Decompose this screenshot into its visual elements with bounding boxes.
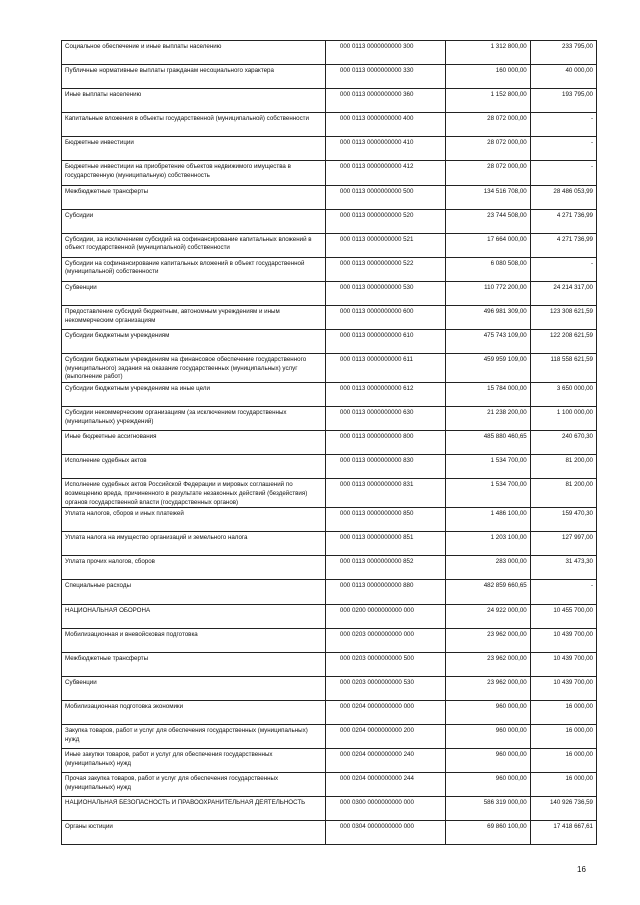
row-executed-cell: 10 439 700,00 (530, 628, 596, 652)
row-executed-cell: 118 558 621,59 (530, 354, 596, 383)
row-code-cell: 000 0204 0000000000 240 (325, 749, 445, 773)
table-row (62, 532, 597, 556)
row-executed-cell: 159 470,30 (530, 508, 596, 532)
table-row (62, 306, 597, 330)
row-code-cell: 000 0113 0000000000 600 (325, 306, 445, 330)
row-approved-cell: 134 516 708,00 (446, 185, 531, 209)
row-code-cell: 000 0113 0000000000 611 (325, 354, 445, 383)
table-row (62, 676, 597, 700)
row-executed-cell: 16 000,00 (530, 773, 596, 797)
table-row (62, 89, 597, 113)
row-approved-cell: 110 772 200,00 (446, 281, 531, 305)
row-name-cell: Исполнение судебных актов Российской Федерации и мировых соглашений по возмещению вреда, причиненного в результате незаконных действий (бездействия) органов государственной власти (государственных органов) (62, 479, 326, 508)
row-code-cell: 000 0113 0000000000 300 (325, 41, 445, 65)
row-name-cell: Бюджетные инвестиции (62, 137, 326, 161)
row-code-cell: 000 0204 0000000000 244 (325, 773, 445, 797)
table-row (62, 161, 597, 185)
row-approved-cell: 21 238 200,00 (446, 407, 531, 431)
row-executed-cell: - (530, 113, 596, 137)
row-approved-cell: 485 880 460,65 (446, 431, 531, 455)
row-name-cell: Органы юстиции (62, 821, 326, 845)
row-approved-cell: 586 319 000,00 (446, 797, 531, 821)
table-row (62, 257, 597, 281)
table-row (62, 580, 597, 604)
row-approved-cell: 960 000,00 (446, 749, 531, 773)
row-executed-cell: - (530, 161, 596, 185)
row-approved-cell: 1 203 100,00 (446, 532, 531, 556)
table-row (62, 137, 597, 161)
row-code-cell: 000 0113 0000000000 851 (325, 532, 445, 556)
row-code-cell: 000 0113 0000000000 610 (325, 330, 445, 354)
row-code-cell: 000 0203 0000000000 530 (325, 676, 445, 700)
row-code-cell: 000 0200 0000000000 000 (325, 604, 445, 628)
row-approved-cell: 1 486 100,00 (446, 508, 531, 532)
table-row (62, 407, 597, 431)
row-executed-cell: 16 000,00 (530, 749, 596, 773)
row-approved-cell: 960 000,00 (446, 725, 531, 749)
table-row (62, 556, 597, 580)
row-code-cell: 000 0113 0000000000 880 (325, 580, 445, 604)
row-code-cell: 000 0113 0000000000 850 (325, 508, 445, 532)
table-row (62, 41, 597, 65)
row-executed-cell: - (530, 137, 596, 161)
row-name-cell: Публичные нормативные выплаты гражданам несоциального характера (62, 65, 326, 89)
row-name-cell: НАЦИОНАЛЬНАЯ ОБОРОНА (62, 604, 326, 628)
table-row (62, 281, 597, 305)
row-executed-cell: 140 926 736,59 (530, 797, 596, 821)
row-code-cell: 000 0204 0000000000 200 (325, 725, 445, 749)
row-approved-cell: 6 080 508,00 (446, 257, 531, 281)
table-row (62, 383, 597, 407)
row-code-cell: 000 0113 0000000000 831 (325, 479, 445, 508)
row-code-cell: 000 0300 0000000000 000 (325, 797, 445, 821)
row-executed-cell: 127 997,00 (530, 532, 596, 556)
row-code-cell: 000 0113 0000000000 360 (325, 89, 445, 113)
row-name-cell: Субсидии бюджетным учреждениям (62, 330, 326, 354)
table-row (62, 354, 597, 383)
row-name-cell: Субвенции (62, 281, 326, 305)
row-name-cell: Межбюджетные трансферты (62, 185, 326, 209)
row-name-cell: Субсидии бюджетным учреждениям на иные цели (62, 383, 326, 407)
table-row (62, 797, 597, 821)
table-row (62, 821, 597, 845)
row-code-cell: 000 0203 0000000000 000 (325, 628, 445, 652)
row-approved-cell: 482 859 660,65 (446, 580, 531, 604)
row-executed-cell: 193 795,00 (530, 89, 596, 113)
row-executed-cell: 31 473,30 (530, 556, 596, 580)
row-approved-cell: 475 743 109,00 (446, 330, 531, 354)
row-approved-cell: 960 000,00 (446, 700, 531, 724)
row-approved-cell: 69 860 100,00 (446, 821, 531, 845)
row-name-cell: Бюджетные инвестиции на приобретение объектов недвижимого имущества в государственную (муниципальную) собственность (62, 161, 326, 185)
row-approved-cell: 496 981 309,00 (446, 306, 531, 330)
row-name-cell: Мобилизационная и вневойсковая подготовка (62, 628, 326, 652)
table-body (62, 41, 597, 845)
row-approved-cell: 28 072 000,00 (446, 161, 531, 185)
row-approved-cell: 24 922 000,00 (446, 604, 531, 628)
row-executed-cell: 10 439 700,00 (530, 652, 596, 676)
table-row (62, 65, 597, 89)
row-name-cell: Мобилизационная подготовка экономики (62, 700, 326, 724)
row-name-cell: Субсидии (62, 209, 326, 233)
table-row (62, 652, 597, 676)
row-name-cell: Иные выплаты населению (62, 89, 326, 113)
row-name-cell: Иные закупки товаров, работ и услуг для обеспечения государственных (муниципальных) нужд (62, 749, 326, 773)
budget-execution-table-sheet (61, 40, 597, 845)
row-approved-cell: 283 000,00 (446, 556, 531, 580)
row-approved-cell: 15 784 000,00 (446, 383, 531, 407)
row-executed-cell: 10 455 700,00 (530, 604, 596, 628)
table-row (62, 749, 597, 773)
table-row (62, 330, 597, 354)
table-row (62, 209, 597, 233)
row-name-cell: Субвенции (62, 676, 326, 700)
row-executed-cell: 233 795,00 (530, 41, 596, 65)
row-name-cell: Закупка товаров, работ и услуг для обеспечения государственных (муниципальных) нужд (62, 725, 326, 749)
row-approved-cell: 160 000,00 (446, 65, 531, 89)
row-name-cell: Уплата прочих налогов, сборов (62, 556, 326, 580)
table-row (62, 628, 597, 652)
row-executed-cell: 81 200,00 (530, 479, 596, 508)
row-approved-cell: 28 072 000,00 (446, 137, 531, 161)
row-executed-cell: 81 200,00 (530, 455, 596, 479)
budget-execution-table (61, 40, 597, 845)
row-approved-cell: 1 312 800,00 (446, 41, 531, 65)
table-row (62, 233, 597, 257)
row-code-cell: 000 0113 0000000000 410 (325, 137, 445, 161)
row-approved-cell: 23 962 000,00 (446, 676, 531, 700)
row-executed-cell: - (530, 580, 596, 604)
row-approved-cell: 28 072 000,00 (446, 113, 531, 137)
row-code-cell: 000 0113 0000000000 630 (325, 407, 445, 431)
row-name-cell: Межбюджетные трансферты (62, 652, 326, 676)
row-approved-cell: 23 962 000,00 (446, 652, 531, 676)
row-name-cell: Уплата налога на имущество организаций и земельного налога (62, 532, 326, 556)
row-code-cell: 000 0113 0000000000 412 (325, 161, 445, 185)
table-row (62, 725, 597, 749)
row-executed-cell: 16 000,00 (530, 725, 596, 749)
row-code-cell: 000 0113 0000000000 400 (325, 113, 445, 137)
table-row (62, 773, 597, 797)
row-name-cell: Специальные расходы (62, 580, 326, 604)
row-name-cell: Субсидии некоммерческим организациям (за исключением государственных (муниципальных) учреждений) (62, 407, 326, 431)
table-row (62, 185, 597, 209)
row-name-cell: Субсидии на софинансирование капитальных вложений в объект государственной (муниципальной) собственности (62, 257, 326, 281)
row-name-cell: Предоставление субсидий бюджетным, автономным учреждениям и иным некоммерческим организациям (62, 306, 326, 330)
row-executed-cell: 123 308 621,59 (530, 306, 596, 330)
row-name-cell: Исполнение судебных актов (62, 455, 326, 479)
row-approved-cell: 17 664 000,00 (446, 233, 531, 257)
row-name-cell: Иные бюджетные ассигнования (62, 431, 326, 455)
table-row (62, 113, 597, 137)
row-code-cell: 000 0113 0000000000 800 (325, 431, 445, 455)
row-code-cell: 000 0113 0000000000 530 (325, 281, 445, 305)
row-approved-cell: 1 152 800,00 (446, 89, 531, 113)
row-executed-cell: - (530, 257, 596, 281)
row-approved-cell: 1 534 700,00 (446, 479, 531, 508)
row-approved-cell: 459 959 109,00 (446, 354, 531, 383)
row-name-cell: НАЦИОНАЛЬНАЯ БЕЗОПАСНОСТЬ И ПРАВООХРАНИТЕЛЬНАЯ ДЕЯТЕЛЬНОСТЬ (62, 797, 326, 821)
row-executed-cell: 4 271 736,99 (530, 233, 596, 257)
row-executed-cell: 40 000,00 (530, 65, 596, 89)
row-name-cell: Субсидии бюджетным учреждениям на финансовое обеспечение государственного (муниципального) задания на оказание государственных (муниципальных) услуг (выполнение работ) (62, 354, 326, 383)
row-executed-cell: 16 000,00 (530, 700, 596, 724)
row-executed-cell: 28 486 053,99 (530, 185, 596, 209)
row-executed-cell: 240 670,30 (530, 431, 596, 455)
row-code-cell: 000 0113 0000000000 500 (325, 185, 445, 209)
row-code-cell: 000 0113 0000000000 522 (325, 257, 445, 281)
row-executed-cell: 122 208 621,59 (530, 330, 596, 354)
row-code-cell: 000 0204 0000000000 000 (325, 700, 445, 724)
row-name-cell: Уплата налогов, сборов и иных платежей (62, 508, 326, 532)
row-code-cell: 000 0113 0000000000 520 (325, 209, 445, 233)
table-row (62, 479, 597, 508)
row-code-cell: 000 0113 0000000000 830 (325, 455, 445, 479)
table-row (62, 508, 597, 532)
row-approved-cell: 23 744 508,00 (446, 209, 531, 233)
table-row (62, 604, 597, 628)
row-executed-cell: 17 418 667,61 (530, 821, 596, 845)
row-code-cell: 000 0113 0000000000 330 (325, 65, 445, 89)
row-executed-cell: 24 214 317,00 (530, 281, 596, 305)
page-number: 16 (577, 865, 586, 874)
row-name-cell: Субсидии, за исключением субсидий на софинансирование капитальных вложений в объект государственной (муниципальной) собственности (62, 233, 326, 257)
row-executed-cell: 4 271 736,99 (530, 209, 596, 233)
row-name-cell: Капитальные вложения в объекты государственной (муниципальной) собственности (62, 113, 326, 137)
row-executed-cell: 10 439 700,00 (530, 676, 596, 700)
row-code-cell: 000 0113 0000000000 852 (325, 556, 445, 580)
row-code-cell: 000 0113 0000000000 612 (325, 383, 445, 407)
table-row (62, 431, 597, 455)
row-approved-cell: 1 534 700,00 (446, 455, 531, 479)
row-code-cell: 000 0113 0000000000 521 (325, 233, 445, 257)
row-approved-cell: 23 962 000,00 (446, 628, 531, 652)
table-row (62, 455, 597, 479)
row-name-cell: Социальное обеспечение и иные выплаты населению (62, 41, 326, 65)
row-name-cell: Прочая закупка товаров, работ и услуг для обеспечения государственных (муниципальных) нужд (62, 773, 326, 797)
row-code-cell: 000 0304 0000000000 000 (325, 821, 445, 845)
row-code-cell: 000 0203 0000000000 500 (325, 652, 445, 676)
row-executed-cell: 3 650 000,00 (530, 383, 596, 407)
row-approved-cell: 960 000,00 (446, 773, 531, 797)
row-executed-cell: 1 100 000,00 (530, 407, 596, 431)
table-row (62, 700, 597, 724)
